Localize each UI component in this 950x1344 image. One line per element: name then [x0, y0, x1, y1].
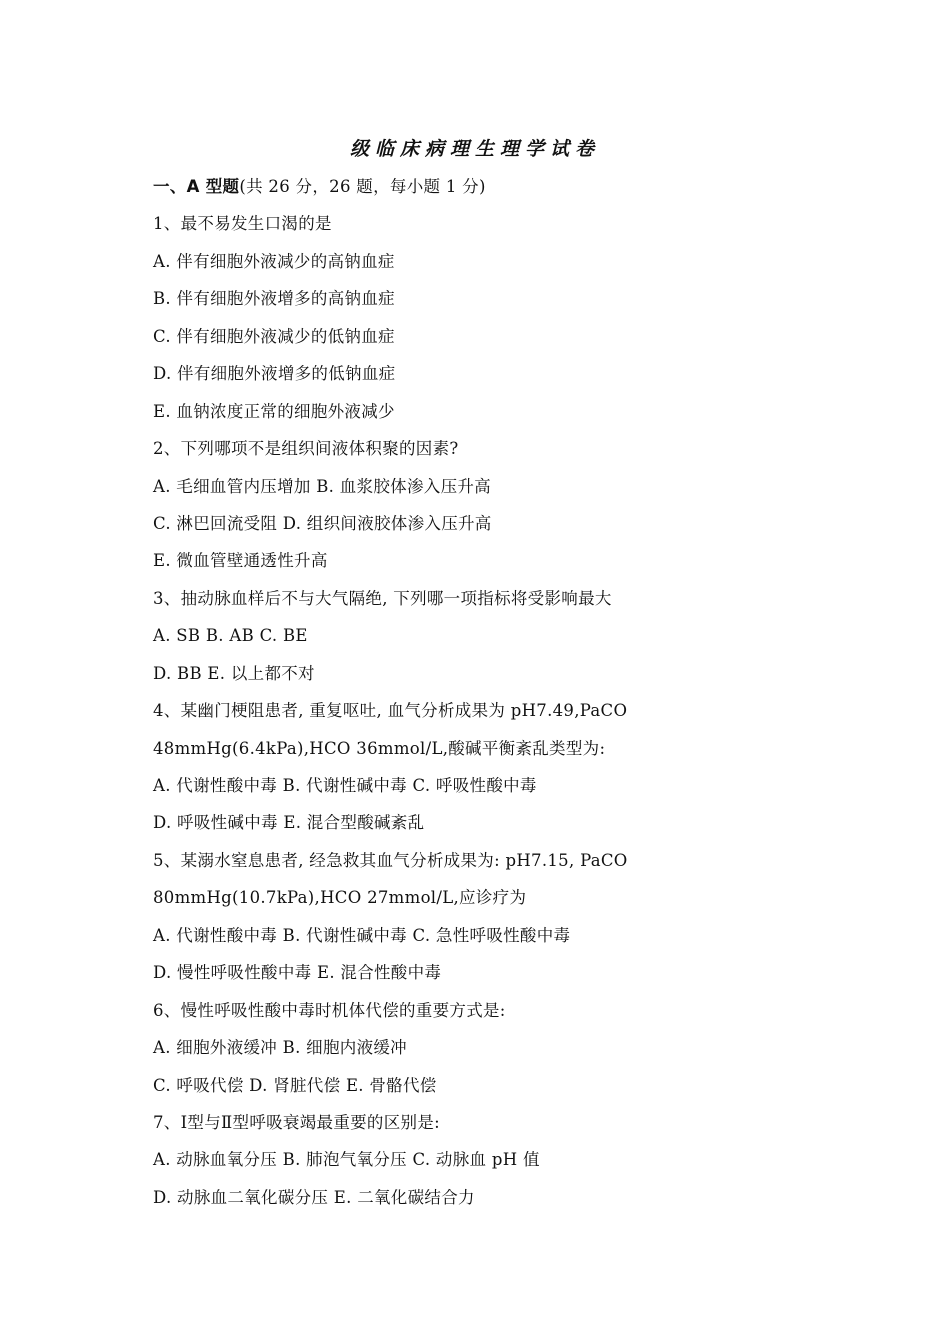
- option-line: D. 慢性呼吸性酸中毒 E. 混合性酸中毒: [153, 963, 442, 983]
- option-line: E. 微血管壁通透性升高: [153, 551, 328, 571]
- option-line: A. 伴有细胞外液减少的高钠血症: [153, 251, 395, 271]
- option-line: A. 细胞外液缓冲 B. 细胞内液缓冲: [153, 1038, 407, 1058]
- option-line: B. 伴有细胞外液增多的高钠血症: [153, 289, 395, 309]
- option-line: C. 呼吸代偿 D. 肾脏代偿 E. 骨骼代偿: [153, 1075, 437, 1095]
- option-line: A. SB B. AB C. BE: [153, 626, 308, 646]
- option-line: A. 代谢性酸中毒 B. 代谢性碱中毒 C. 呼吸性酸中毒: [153, 776, 537, 795]
- section-heading: [153, 173, 873, 210]
- document-title: 级临床病理生理学试卷: [349, 138, 600, 160]
- option-line: D. 呼吸性碱中毒 E. 混合型酸碱紊乱: [153, 813, 425, 833]
- section-heading-detail: (共 26 分，26 题，每小题 1 分): [239, 177, 486, 196]
- question-4: 4、某幽门梗阻患者, 重复呕吐, 血气分析成果为 pH7.49,PaCO: [153, 701, 628, 721]
- option-line: C. 伴有细胞外液减少的低钠血症: [153, 326, 395, 346]
- question-3: 3、抽动脉血样后不与大气隔绝, 下列哪一项指标将受影响最大: [153, 588, 612, 608]
- option-line: A. 动脉血氧分压 B. 肺泡气氧分压 C. 动脉血 pH 值: [153, 1150, 540, 1170]
- option-line: D. 动脉血二氧化碳分压 E. 二氧化碳结合力: [153, 1187, 475, 1207]
- question-2: 2、下列哪项不是组织间液体积聚的因素?: [153, 439, 459, 459]
- option-line: D. 伴有细胞外液增多的低钠血症: [153, 364, 396, 384]
- question-5-continued: 80mmHg(10.7kPa),HCO 27mmol/L,应诊疗为: [153, 888, 527, 908]
- question-1: 1、最不易发生口渴的是: [153, 214, 332, 234]
- question-7: 7、Ⅰ型与Ⅱ型呼吸衰竭最重要的区别是:: [153, 1112, 440, 1132]
- question-4-continued: 48mmHg(6.4kPa),HCO 36mmol/L,酸碱平衡紊乱类型为:: [153, 738, 606, 758]
- question-6: 6、慢性呼吸性酸中毒时机体代偿的重要方式是:: [153, 1000, 506, 1020]
- question-5: 5、某溺水窒息患者, 经急救其血气分析成果为: pH7.15, PaCO: [153, 850, 628, 870]
- option-line: A. 代谢性酸中毒 B. 代谢性碱中毒 C. 急性呼吸性酸中毒: [153, 925, 571, 945]
- exam-content: [153, 173, 873, 1221]
- section-heading-label: 一、A 型题: [153, 177, 240, 196]
- option-line: D. BB E. 以上都不对: [153, 663, 315, 683]
- option-line: A. 毛细血管内压增加 B. 血浆胶体渗入压升高: [153, 476, 491, 496]
- option-line: E. 血钠浓度正常的细胞外液减少: [153, 401, 395, 421]
- option-line: C. 淋巴回流受阻 D. 组织间液胶体渗入压升高: [153, 513, 492, 533]
